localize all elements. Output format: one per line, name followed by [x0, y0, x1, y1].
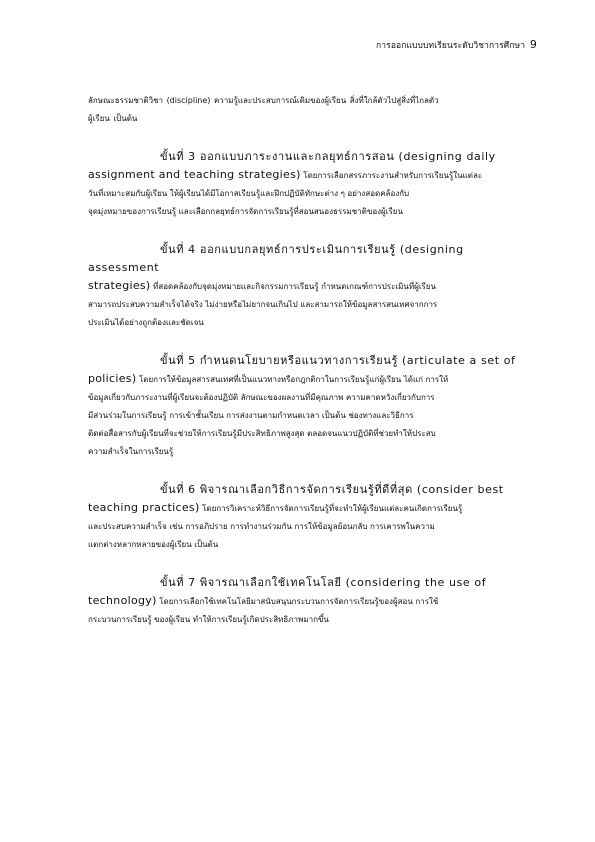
- text-line: ติดต่อสื่อสารกับผู้เรียนที่จะช่วยให้การเรียนรู้มีประสิทธิภาพสูงสุด ตลอดจนแนวปฏิบัติที่ช่วยทำให้ประสบ: [88, 429, 436, 438]
- text-line: วันที่เหมาะสมกับผู้เรียน ให้ผู้เรียนได้มีโอกาสเรียนรู้และฝึกปฏิบัติทักษะต่าง ๆ อย่างสอดคล้องกับ: [88, 189, 410, 198]
- step-heading: ขั้นที่ 5 กำหนดนโยบายหรือแนวทางการเรียนรู้ (articulate a set of: [160, 354, 516, 367]
- thai-text: โดยการให้ข้อมูลสารสนเทศที่เป็นแนวทางหรือกฎกติกาในการเรียนรู้แก่ผู้เรียน ได้แก่ การให้: [136, 375, 449, 384]
- step-4: [88, 241, 536, 332]
- step-body: [88, 277, 536, 332]
- text-line: [88, 166, 536, 185]
- text-line: แตกต่างหลากหลายของผู้เรียน เป็นต้น: [88, 540, 219, 549]
- text-line: [88, 499, 536, 518]
- step-heading: ขั้นที่ 3 ออกแบบภาระงานและกลยุทธ์การสอน (designing daily: [160, 150, 496, 163]
- step-body: [88, 499, 536, 554]
- thai-text: ที่สอดคล้องกับจุดมุ่งหมายและกิจกรรมการเรียนรู้ กำหนดเกณฑ์การประเมินที่ผู้เรียน: [150, 282, 437, 291]
- running-header: [376, 38, 537, 52]
- step-heading: ขั้นที่ 4 ออกแบบกลยุทธ์การประเมินการเรียนรู้ (designing assessment: [88, 243, 464, 274]
- text-line: ผู้เรียน เป็นต้น: [88, 114, 138, 123]
- english-term: technology): [88, 594, 157, 607]
- text-line: ประเมินได้อย่างถูกต้องและชัดเจน: [88, 318, 204, 327]
- thai-text: โดยการวิเคราะห์วิธีการจัดการเรียนรู้ที่จะทำให้ผู้เรียนแต่ละคนเกิดการเรียนรู้: [199, 504, 463, 513]
- intro-paragraph: [88, 92, 536, 128]
- text-line: [88, 370, 536, 389]
- text-line: [88, 592, 536, 611]
- text-line: [88, 277, 536, 296]
- text-line: ลักษณะธรรมชาติวิชา (discipline) ความรู้และประสบการณ์เดิมของผู้เรียน สิ่งที่ใกล้ตัวไปสู่สิ่งที่ไกลตัว: [88, 96, 439, 105]
- text-line: ความสำเร็จในการเรียนรู้: [88, 447, 174, 456]
- step-7: [88, 574, 536, 629]
- step-body: [88, 166, 536, 221]
- english-term: policies): [88, 372, 137, 385]
- text-line: ข้อมูลเกี่ยวกับภาระงานที่ผู้เรียนจะต้องปฏิบัติ ลักษณะของผลงานที่มีคุณภาพ ความคาดหวังเกี่ยวกับการ: [88, 393, 435, 402]
- text-line: มีส่วนร่วมในการเรียนรู้ การเข้าชั้นเรียน การส่งงานตามกำหนดเวลา เป็นต้น ช่องทางและวิธีการ: [88, 411, 414, 420]
- thai-text: โดยการเลือกใช้เทคโนโลยีมาสนับสนุนกระบวนการจัดการเรียนรู้ของผู้สอน การใช้: [156, 597, 439, 606]
- page-number: 9: [529, 38, 537, 51]
- text-line: และประสบความสำเร็จ เช่น การอภิปราย การทำงานร่วมกัน การให้ข้อมูลย้อนกลับ การเคารพในความ: [88, 522, 435, 531]
- header-title: การออกแบบบทเรียนระดับวิชาการศึกษา: [376, 41, 526, 51]
- english-term: teaching practices): [88, 501, 200, 514]
- step-3: [88, 148, 536, 221]
- page-content: [88, 92, 536, 629]
- step-heading: ขั้นที่ 7 พิจารณาเลือกใช้เทคโนโลยี (considering the use of: [160, 576, 487, 589]
- english-term: strategies): [88, 279, 151, 292]
- step-body: [88, 370, 536, 461]
- thai-text: โดยการเลือกสรรภาระงานสำหรับการเรียนรู้ในแต่ละ: [300, 171, 483, 180]
- text-line: กระบวนการเรียนรู้ ของผู้เรียน ทำให้การเรียนรู้เกิดประสิทธิภาพมากขึ้น: [88, 615, 329, 624]
- text-line: จุดมุ่งหมายของการเรียนรู้ และเลือกกลยุทธ์การจัดการเรียนรู้ที่สอนสนองธรรมชาติของผู้เรียน: [88, 207, 403, 216]
- step-6: [88, 481, 536, 554]
- step-5: [88, 352, 536, 461]
- step-heading: ขั้นที่ 6 พิจารณาเลือกวิธีการจัดการเรียนรู้ที่ดีที่สุด (consider best: [160, 483, 504, 496]
- step-body: [88, 592, 536, 629]
- english-term: assignment and teaching strategies): [88, 168, 301, 181]
- text-line: สามารถประสบความสำเร็จได้จริง ไม่ง่ายหรือไม่ยากจนเกินไป และสามารถให้ข้อมูลสารสนเทศจากการ: [88, 300, 438, 309]
